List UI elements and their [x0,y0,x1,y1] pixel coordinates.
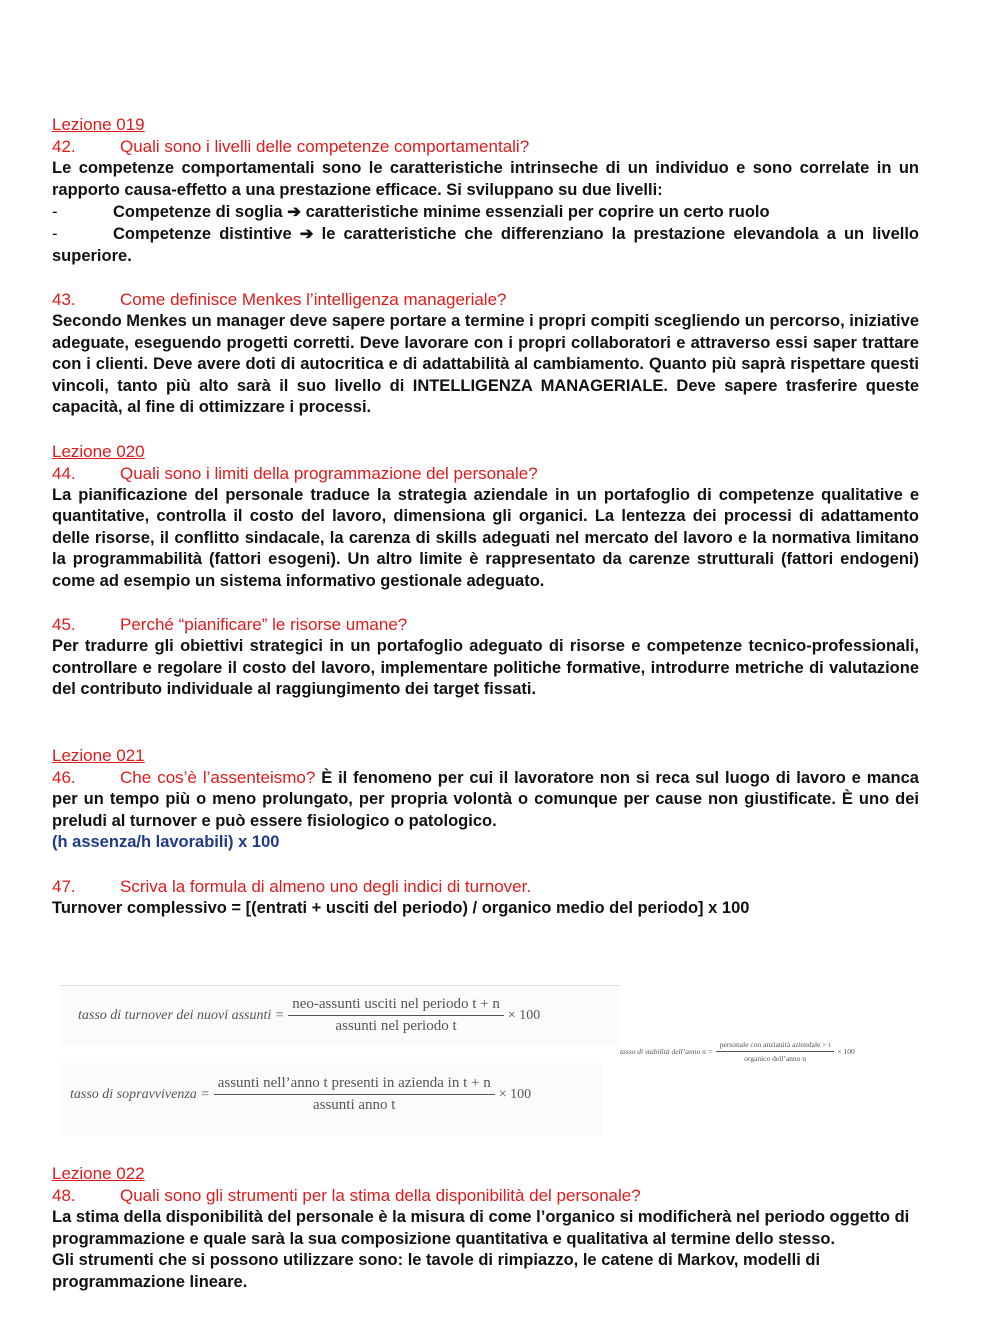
question-text: Quali sono i livelli delle competenze comportamentali? [120,137,530,156]
question-46 [52,767,919,833]
question-43 [52,289,919,311]
question-number: 45. [52,615,76,634]
answer-45: Per tradurre gli obiettivi strategici in un portafoglio adeguato di risorse e competenze tecnico-professionali, controllare e regolare il costo del lavoro, implementare politiche formative, introdurre metriche di valutazione del contributo individuale al raggiungimento dei target fissati. [52,637,919,698]
answer-44: La pianificazione del personale traduce la strategia aziendale in un portafoglio di competenze qualitative e quantitative, controlla il costo del lavoro, dimensiona gli organici. La lentezza dei processi di adattamento delle risorse, il conflitto sindacale, la carenza di skills adeguati nel mercato del lavoro e la normativa limitano la programmabilità (fattori esogeni). Un altro limite è rappresentato da carenze strutturali (fattori endogeni) come ad esempio un sistema informativo gestionale adeguato. [52,485,919,590]
formula-multiplier: × 100 [837,1047,855,1056]
question-47 [52,876,919,898]
formula-survival-rate [60,1063,602,1135]
question-45 [52,614,919,636]
lesson-heading: Lezione 021 [52,745,145,765]
formula-numerator: assunti nell’anno t presenti in azienda in t + n [214,1075,495,1095]
answer-47: Turnover complessivo = [(entrati + usciti del periodo) / organico medio del periodo] x 100 [52,898,750,917]
question-42 [52,136,919,158]
bullet-item: - Competenze di soglia ➔ caratteristiche minime essenziali per coprire un certo ruolo [52,203,770,221]
answer-48: La stima della disponibilità del personale è la misura di come l’organico si modificherà nel periodo oggetto di programmazione e quale sarà la sua composizione quantitativa e qualitativa al termine dello stesso. [52,1208,910,1248]
question-48 [52,1185,919,1207]
question-number: 43. [52,290,76,309]
answer-46: È il fenomeno per cui il lavoratore non si reca sul luogo di lavoro e manca per un tempo più o meno prolungato, per propria volontà o comunque per cause non giustificate. È uno dei preludi al turnover e può essere fisiologico o patologico. [52,768,919,830]
answer-48-tools: Gli strumenti che si possono utilizzare sono: le tavole di rimpiazzo, le catene di Markov, modelli di programmazione lineare. [52,1251,821,1291]
question-text: Scriva la formula di almeno uno degli indici di turnover. [120,876,532,896]
lesson-heading: Lezione 019 [52,115,145,134]
bullet-text: Competenze distintive ➔ le caratteristiche che differenziano la prestazione elevandola a un livello superiore. [52,225,919,265]
document-page [52,114,919,919]
answer-43: Secondo Menkes un manager deve sapere portare a termine i propri compiti scegliendo un percorso, iniziative adeguate, eseguendo progetti corretti. Deve lavorare con i propri collaboratori e attraverso essi saper trattare con i clienti. Deve avere doti di autocritica e di adattabilità al cambiamento. Quanto più saprà rispettare questi vincoli, tanto più alto sarà il suo livello di INTELLIGENZA MANAGERIALE. Deve sapere trasferire queste capacità, al fine di ottimizzare i processi. [52,312,919,416]
question-number: 44. [52,463,76,483]
question-number: 42. [52,137,76,156]
question-number: 47. [52,876,76,896]
lesson-heading: Lezione 020 [52,441,145,461]
formula-stability-rate [620,1038,920,1068]
bullet-item: - Competenze distintive ➔ le caratteristiche che differenziano la prestazione elevandola a un livello superiore. [52,225,919,265]
question-number: 46. [52,767,76,787]
formula-label: tasso di sopravvivenza = [70,1086,210,1102]
formula-multiplier: × 100 [507,1007,541,1023]
question-number: 48. [52,1186,76,1205]
formula-denominator: assunti nel periodo t [335,1018,457,1034]
formula-multiplier: × 100 [498,1086,532,1102]
formula-turnover-new-hires [60,985,620,1046]
lesson-heading: Lezione 022 [52,1164,145,1183]
absenteeism-formula: (h assenza/h lavorabili) x 100 [52,833,280,851]
formula-label: tasso di stabilità dell’anno n = [620,1047,713,1056]
bullet-text: Competenze di soglia ➔ caratteristiche minime essenziali per coprire un certo ruolo [113,203,770,221]
question-text: Quali sono gli strumenti per la stima della disponibilità del personale? [120,1186,641,1205]
question-text: Quali sono i limiti della programmazione del personale? [120,463,538,483]
formula-numerator: personale con anzianità aziendale > t [716,1040,835,1052]
question-text: Perché “pianificare” le risorse umane? [120,615,408,634]
question-text: Come definisce Menkes l’intelligenza manageriale? [120,290,507,309]
formula-denominator: assunti anno t [312,1097,396,1113]
formula-numerator: neo-assunti usciti nel periodo t + n [288,996,504,1016]
answer-42: Le competenze comportamentali sono le caratteristiche intrinseche di un individuo e sono correlate in un rapporto causa-effetto a una prestazione efficace. Si sviluppano su due livelli: [52,159,919,199]
document-page-bottom [52,1163,919,1293]
question-44 [52,463,919,485]
formula-label: tasso di turnover dei nuovi assunti = [78,1007,285,1023]
question-text: Che cos’è l’assenteismo? [120,767,316,787]
formula-denominator: organico dell’anno n [744,1054,807,1063]
